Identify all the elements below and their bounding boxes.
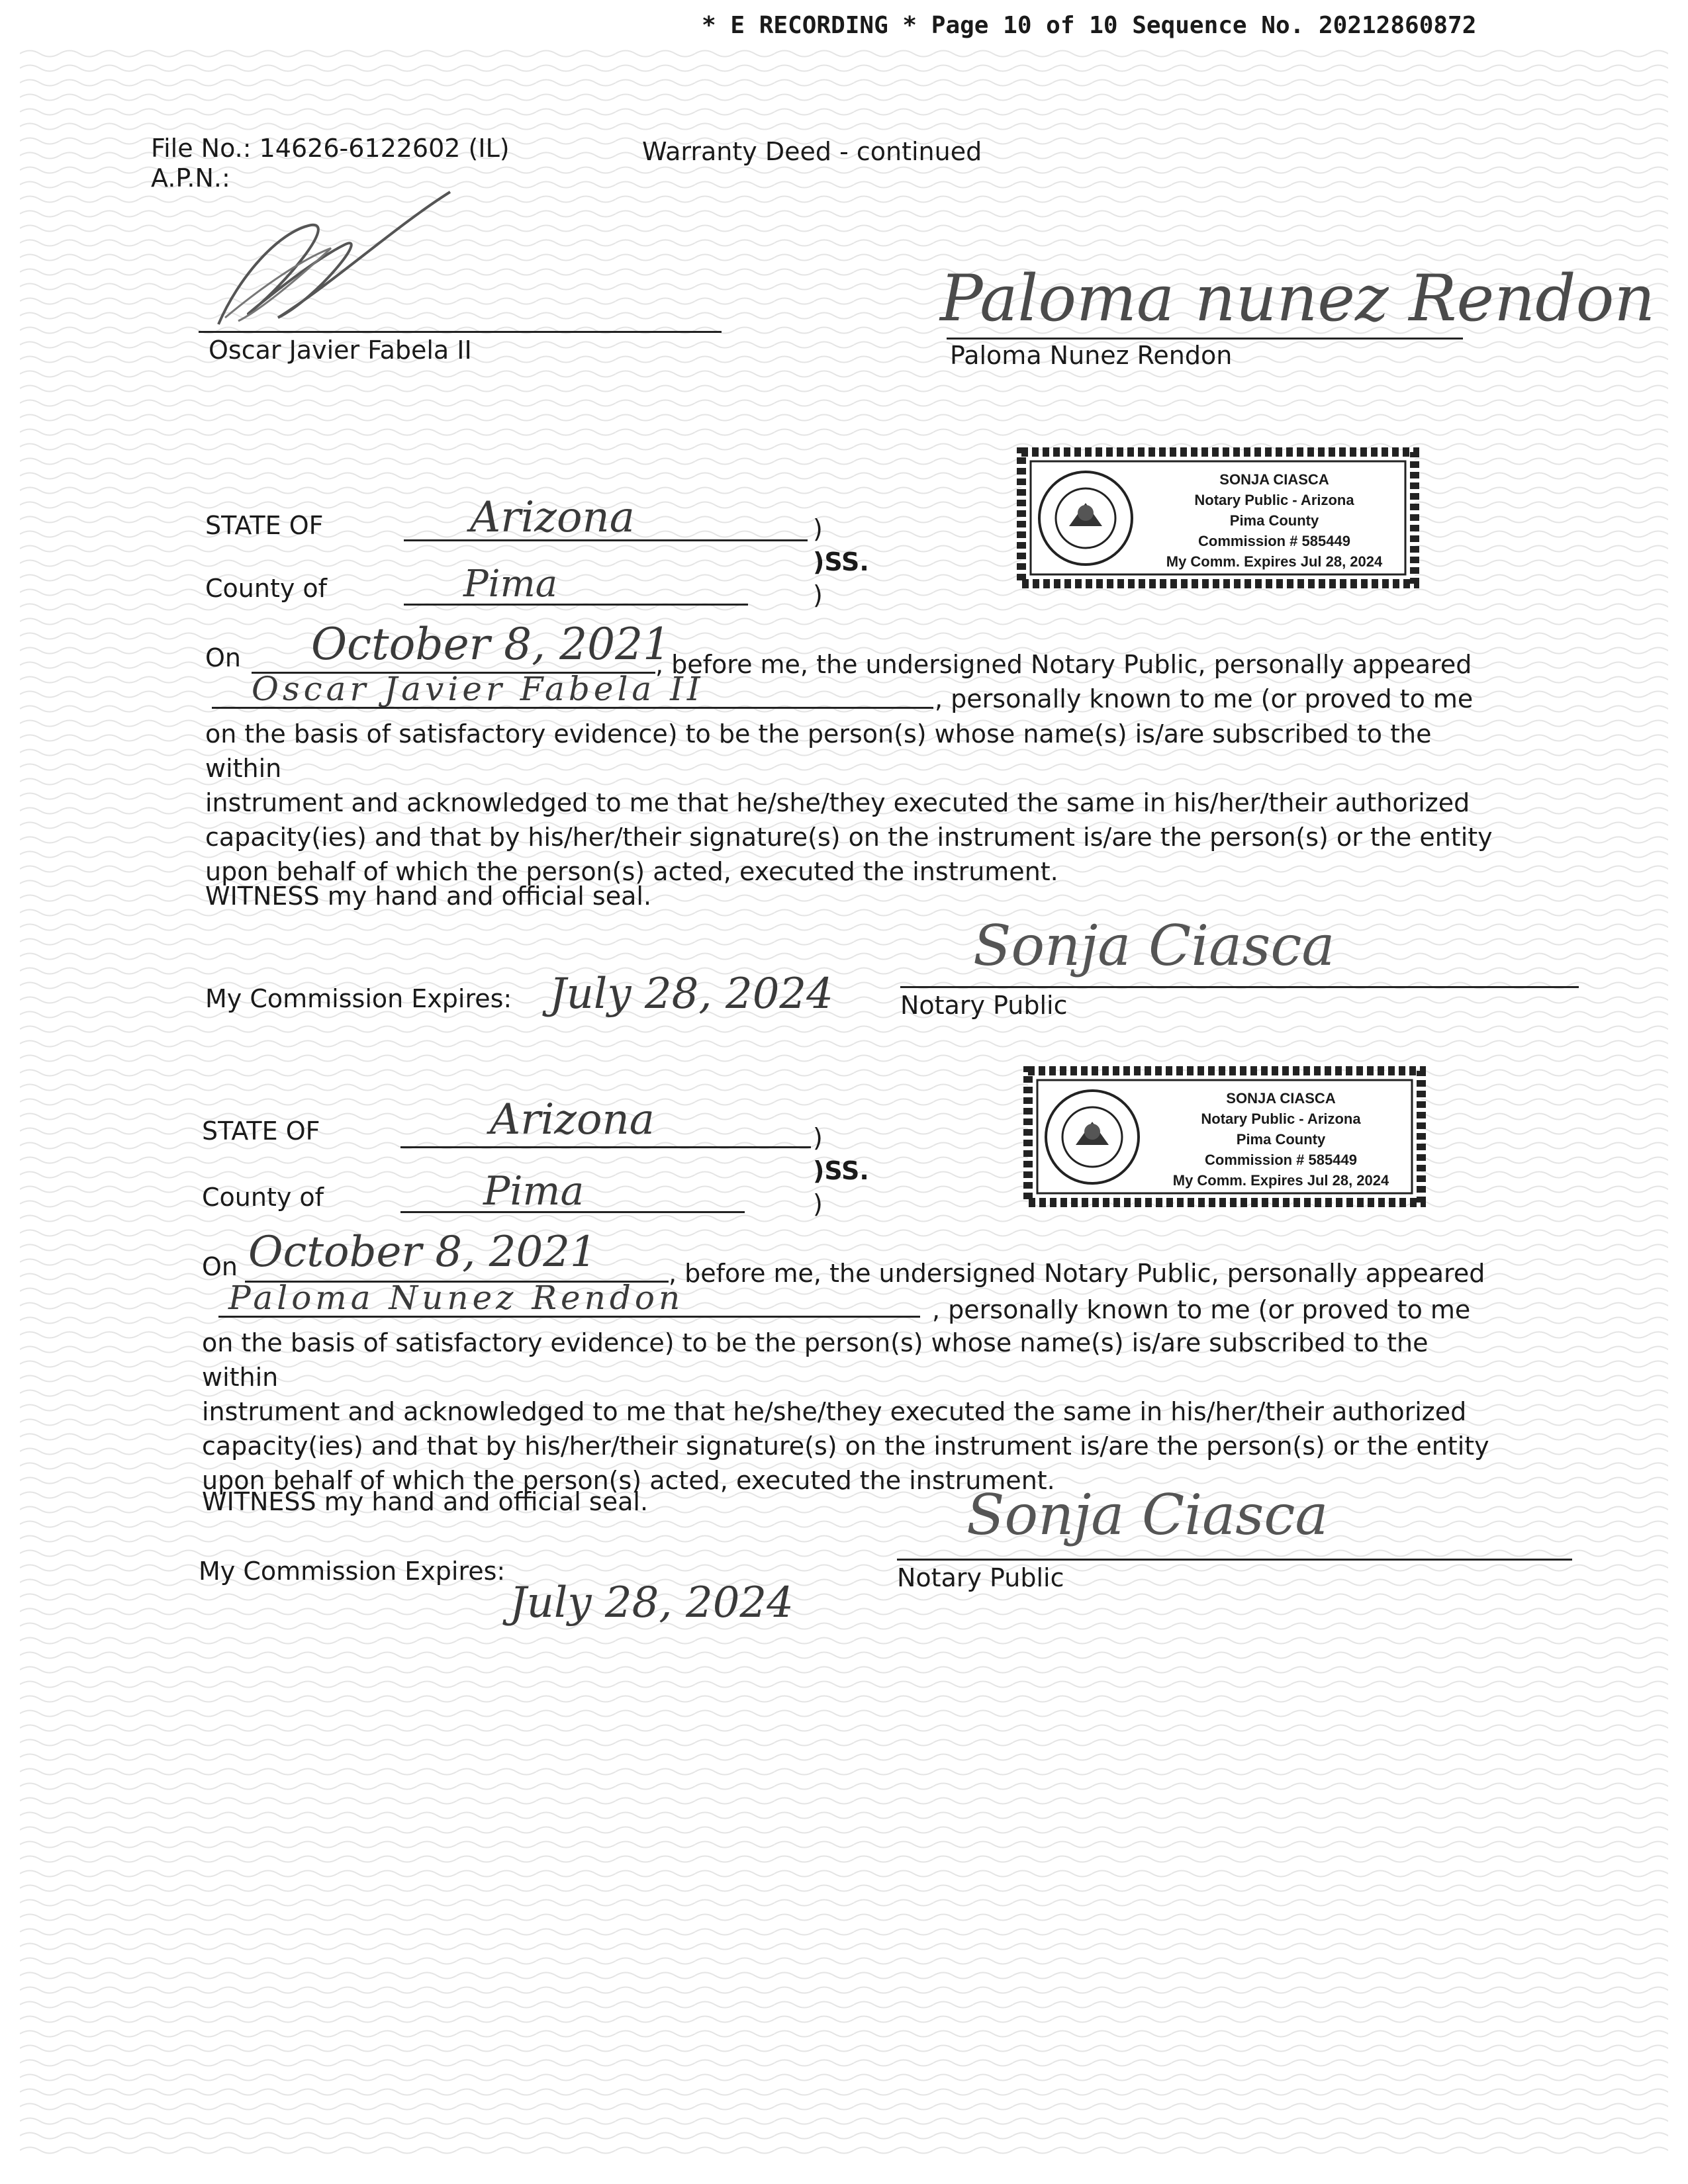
seal-name: SONJA CIASCA bbox=[1219, 471, 1329, 488]
county-of-label: County of bbox=[202, 1183, 324, 1212]
state-line bbox=[404, 539, 808, 541]
document-title: Warranty Deed - continued bbox=[642, 137, 982, 166]
commission-expires-value: July 28, 2024 bbox=[510, 1578, 794, 1627]
ack-date: October 8, 2021 bbox=[311, 619, 671, 670]
seal-text bbox=[1149, 469, 1400, 572]
witness-text: WITNESS my hand and official seal. bbox=[205, 882, 652, 911]
ack-known-text: , personally known to me (or proved to me bbox=[935, 684, 1474, 713]
notary-signature: Sonja Ciasca bbox=[973, 913, 1335, 978]
commission-expires-label: My Commission Expires: bbox=[199, 1557, 506, 1586]
county-of-label: County of bbox=[205, 574, 328, 603]
county-value: Pima bbox=[483, 1168, 585, 1214]
state-value: Arizona bbox=[490, 1095, 655, 1144]
seal-commission: Commission # 585449 bbox=[1205, 1152, 1357, 1168]
ack-person: Oscar Javier Fabela II bbox=[252, 670, 704, 708]
ack-body-line: capacity(ies) and that by his/her/their signature(s) on the instrument is/are the person(s) or the entity bbox=[202, 1432, 1489, 1461]
commission-expires-label: My Commission Expires: bbox=[205, 984, 512, 1013]
grantor-signature-line-left bbox=[199, 331, 722, 333]
notary-seal-stamp bbox=[1023, 1066, 1427, 1208]
ack-body-line: instrument and acknowledged to me that he/she/they executed the same in his/her/their authorized bbox=[205, 788, 1470, 817]
state-of-label: STATE OF bbox=[205, 511, 324, 540]
ack-intro-text: , before me, the undersigned Notary Public, personally appeared bbox=[669, 1259, 1485, 1288]
seal-name: SONJA CIASCA bbox=[1226, 1090, 1336, 1107]
ack-body-line: on the basis of satisfactory evidence) to be the person(s) whose name(s) is/are subscribed to the within bbox=[205, 719, 1432, 783]
seal-title: Notary Public - Arizona bbox=[1201, 1111, 1361, 1127]
ack-intro-text: , before me, the undersigned Notary Public, personally appeared bbox=[655, 650, 1472, 679]
state-line bbox=[400, 1146, 811, 1148]
recording-header: * E RECORDING * Page 10 of 10 Sequence No. 20212860872 bbox=[702, 12, 1477, 39]
grantor-name-right: Paloma Nunez Rendon bbox=[950, 341, 1233, 370]
witness-text: WITNESS my hand and official seal. bbox=[202, 1487, 649, 1516]
ack-person: Paloma Nunez Rendon bbox=[228, 1279, 684, 1317]
seal-title: Notary Public - Arizona bbox=[1194, 492, 1354, 508]
seal-expires: My Comm. Expires Jul 28, 2024 bbox=[1172, 1172, 1389, 1189]
apn-label: A.P.N.: bbox=[151, 163, 230, 193]
on-label: On bbox=[205, 643, 241, 672]
ack-body bbox=[202, 1326, 1493, 1498]
notary-public-label: Notary Public bbox=[897, 1563, 1064, 1592]
seal-text bbox=[1155, 1088, 1407, 1191]
ack-body-line: upon behalf of which the person(s) acted, executed the instrument. bbox=[202, 1466, 1055, 1495]
seal-expires: My Comm. Expires Jul 28, 2024 bbox=[1166, 553, 1383, 570]
seal-commission: Commission # 585449 bbox=[1198, 533, 1350, 549]
grantor-name-left: Oscar Javier Fabela II bbox=[209, 336, 472, 365]
notary-public-label: Notary Public bbox=[900, 991, 1068, 1020]
grantor-signature-right: Paloma nunez Rendon bbox=[940, 261, 1656, 336]
notary-seal-stamp bbox=[1016, 447, 1420, 589]
ack-body-line: upon behalf of which the person(s) acted, executed the instrument. bbox=[205, 857, 1058, 886]
ack-date: October 8, 2021 bbox=[248, 1228, 597, 1277]
commission-expires-value: July 28, 2024 bbox=[549, 970, 833, 1019]
grantor-signature-scribble bbox=[199, 185, 463, 338]
state-value: Arizona bbox=[470, 493, 635, 542]
ack-body-line: instrument and acknowledged to me that he/she/they executed the same in his/her/their authorized bbox=[202, 1397, 1467, 1426]
seal-county: Pima County bbox=[1229, 512, 1319, 529]
county-line bbox=[400, 1211, 745, 1213]
county-line bbox=[404, 604, 748, 606]
ack-known-text: , personally known to me (or proved to me bbox=[932, 1295, 1471, 1324]
grantor-signature-line-right bbox=[947, 338, 1463, 340]
ss-label: )SS. bbox=[813, 547, 869, 576]
notary-signature: Sonja Ciasca bbox=[966, 1482, 1329, 1547]
notary-signature-line bbox=[900, 986, 1579, 988]
ss-label: )SS. bbox=[813, 1156, 869, 1185]
state-of-label: STATE OF bbox=[202, 1116, 320, 1146]
file-number: File No.: 14626-6122602 (IL) bbox=[151, 134, 510, 163]
on-label: On bbox=[202, 1252, 238, 1281]
ack-body-line: on the basis of satisfactory evidence) to be the person(s) whose name(s) is/are subscribed to the within bbox=[202, 1328, 1429, 1392]
paren: ) bbox=[813, 1123, 823, 1152]
ack-body-line: capacity(ies) and that by his/her/their signature(s) on the instrument is/are the person(s) or the entity bbox=[205, 823, 1493, 852]
paren: ) bbox=[813, 580, 823, 610]
paren: ) bbox=[813, 514, 823, 543]
person-line bbox=[218, 1316, 920, 1318]
paren: ) bbox=[813, 1189, 823, 1218]
notary-signature-line bbox=[897, 1559, 1572, 1561]
seal-county: Pima County bbox=[1236, 1131, 1326, 1148]
ack-body bbox=[205, 717, 1496, 889]
person-line bbox=[212, 707, 933, 709]
county-value: Pima bbox=[463, 563, 558, 606]
